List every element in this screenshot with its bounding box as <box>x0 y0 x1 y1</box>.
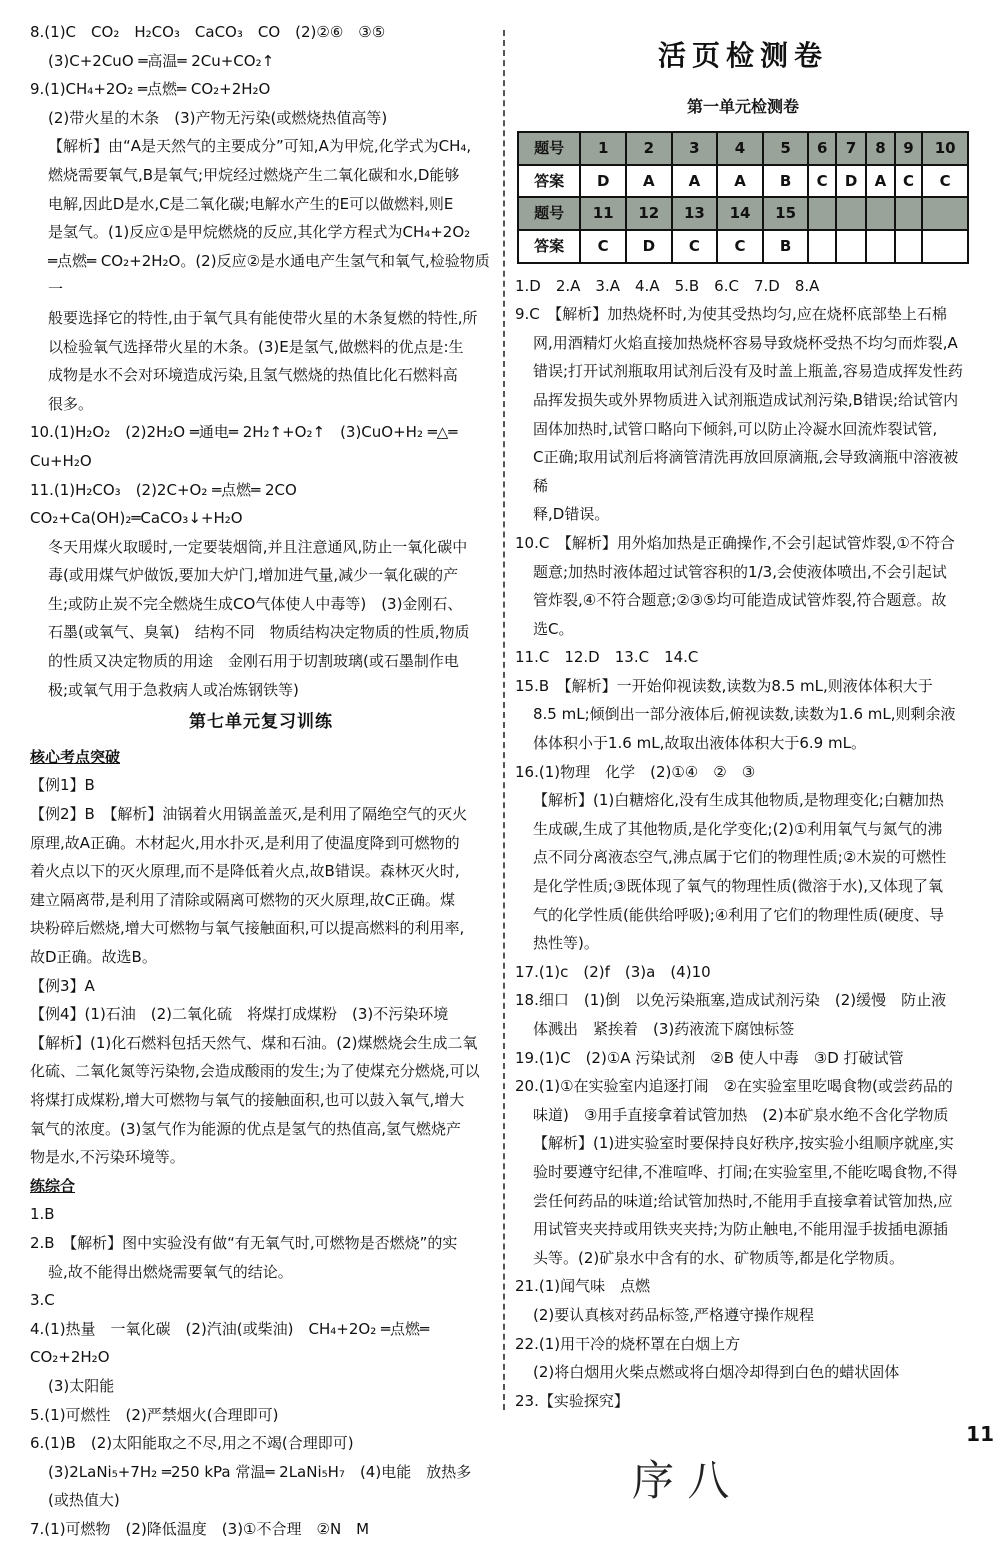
text-line: 验,故不能得出燃烧需要氧气的结论。 <box>48 1262 293 1281</box>
text-line: 燃烧需要氧气,B是氧气;甲烷经过燃烧产生二氧化碳和水,D能够 <box>48 165 460 184</box>
text-line: 氧气的浓度。(3)氢气作为能源的优点是氢气的热值高,氢气燃烧产 <box>30 1119 462 1138</box>
text-line: 15.B 【解析】一开始仰视读数,读数为8.5 mL,则液体体积大于 <box>515 676 933 695</box>
text-line: 物是水,不污染环境等。 <box>30 1148 185 1167</box>
table-cell: B <box>763 165 809 198</box>
text-line: 错误;打开试剂瓶取用试剂后没有及时盖上瓶盖,容易造成挥发性药 <box>533 362 963 381</box>
table-cell: 8 <box>866 132 895 165</box>
text-line: 热性等)。 <box>533 934 599 953</box>
text-line: 冬天用煤火取暖时,一定要装烟筒,并且注意通风,防止一氧化碳中 <box>48 537 468 556</box>
text-line: (3)太阳能 <box>48 1376 115 1395</box>
text-line: 核心考点突破 <box>30 747 121 766</box>
text-line: 20.(1)①在实验室内追逐打闹 ②在实验室里吃喝食物(或尝药品的 <box>515 1077 953 1096</box>
text-line: 化硫、二氧化氮等污染物,会造成酸雨的发生;为了使煤充分燃烧,可以 <box>30 1062 480 1081</box>
table-cell <box>808 230 836 263</box>
text-line: 电解,因此D是水,C是二氧化碳;电解水产生的E可以做燃料,则E <box>48 194 454 213</box>
text-line: 19.(1)C (2)①A 污染试剂 ②B 使人中毒 ③D 打破试管 <box>515 1048 904 1067</box>
text-line: 【解析】(1)白糖熔化,没有生成其他物质,是物理变化;白糖加热 <box>533 791 944 810</box>
unit-title: 第一单元检测卷 <box>686 96 799 116</box>
text-line: 1.D 2.A 3.A 4.A 5.B 6.C 7.D 8.A <box>515 276 820 295</box>
table-cell: C <box>895 165 923 198</box>
text-line: 第七单元复习训练 <box>189 712 333 733</box>
text-line: 8.5 mL;倾倒出一部分液体后,俯视读数,读数为1.6 mL,则剩余液 <box>533 705 956 724</box>
text-line: 头等。(2)矿泉水中含有的水、矿物质等,都是化学物质。 <box>533 1248 905 1267</box>
text-line: 着火点以下的灭火原理,而不是降低着火点,故B错误。森林灭火时, <box>30 862 460 881</box>
table-cell: 2 <box>626 132 672 165</box>
column-divider <box>503 30 505 1410</box>
table-cell: C <box>808 165 836 198</box>
text-line: 【例4】(1)石油 (2)二氧化硫 将煤打成煤粉 (3)不污染环境 <box>30 1005 449 1024</box>
table-cell: 15 <box>763 197 809 230</box>
table-cell: B <box>763 230 809 263</box>
table-cell: 13 <box>672 197 718 230</box>
table-cell <box>836 197 866 230</box>
text-line: 21.(1)闻气味 点燃 <box>515 1277 651 1296</box>
text-line: 22.(1)用干冷的烧杯罩在白烟上方 <box>515 1334 741 1353</box>
text-line: C正确;取用试剂后将滴管清洗再放回原滴瓶,会导致滴瓶中溶液被稀 <box>533 448 959 495</box>
table-cell: 6 <box>808 132 836 165</box>
table-cell <box>808 197 836 230</box>
table-cell: A <box>717 165 763 198</box>
text-line: 生;或防止炭不完全燃烧生成CO气体使人中毒等) (3)金刚石、 <box>48 594 463 613</box>
text-line: 建立隔离带,是利用了清除或隔离可燃物的灭火原理,故C正确。煤 <box>30 890 456 909</box>
table-cell: 题号 <box>518 132 580 165</box>
table-cell: 题号 <box>518 197 580 230</box>
table-cell: D <box>836 165 866 198</box>
text-line: (2)将白烟用火柴点燃或将白烟冷却得到白色的蜡状固体 <box>533 1363 900 1382</box>
text-line: 点不同分离液态空气,沸点属于它们的物理性质;②木炭的可燃性 <box>533 848 947 867</box>
text-line: 以检验氧气选择带火星的木条。(3)E是氢气,做燃料的优点是:生 <box>48 337 464 356</box>
text-line: 很多。 <box>48 394 94 413</box>
text-line: 将煤打成煤粉,增大可燃物与氧气的接触面积,也可以鼓入氧气,增大 <box>30 1090 465 1109</box>
table-cell: D <box>580 165 626 198</box>
text-line: 【解析】由“A是天然气的主要成分”可知,A为甲烷,化学式为CH₄, <box>48 137 472 156</box>
table-cell: 10 <box>922 132 968 165</box>
table-cell: C <box>580 230 626 263</box>
text-line: 1.B <box>30 1205 55 1224</box>
table-cell: A <box>866 165 895 198</box>
table-cell: 答案 <box>518 230 580 263</box>
text-line: 的性质又决定物质的用途 金刚石用于切割玻璃(或石墨制作电 <box>48 652 459 671</box>
text-line: 释,D错误。 <box>533 505 610 524</box>
table-cell <box>922 197 968 230</box>
page-number: 11 <box>966 1422 994 1446</box>
text-line: 【例1】B <box>30 776 95 795</box>
table-cell <box>895 230 923 263</box>
text-line: 是氢气。(1)反应①是甲烷燃烧的反应,其化学方程式为CH₄+2O₂ <box>48 223 471 242</box>
text-line: 23.【实验探究】 <box>515 1391 629 1410</box>
text-line: 【解析】(1)化石燃料包括天然气、煤和石油。(2)煤燃烧会生成二氧 <box>30 1033 478 1052</box>
text-line: ═点燃═ CO₂+2H₂O。(2)反应②是水通电产生氢气和氧气,检验物质一 <box>48 251 490 299</box>
table-cell <box>836 230 866 263</box>
table-row <box>518 132 968 165</box>
table-cell: 1 <box>580 132 626 165</box>
table-cell: 11 <box>580 197 626 230</box>
text-line: 体溅出 紧挨着 (3)药液流下腐蚀标签 <box>533 1020 795 1038</box>
text-line: 【解析】(1)进实验室时要保持良好秩序,按实验小组顺序就座,实 <box>533 1134 954 1153</box>
text-line: 9.C 【解析】加热烧杯时,为使其受热均匀,应在烧杯底部垫上石棉 <box>515 305 947 324</box>
text-line: 8.(1)C CO₂ H₂CO₃ CaCO₃ CO (2)②⑥ ③⑤ <box>30 23 386 41</box>
text-line: 生成碳,生成了其他物质,是化学变化;(2)①利用氧气与氮气的沸 <box>533 819 943 838</box>
table-cell: 4 <box>717 132 763 165</box>
text-line: 成物是水不会对环境造成污染,且氢气燃烧的热值比化石燃料高 <box>48 366 458 385</box>
text-line: 故D正确。故选B。 <box>30 948 157 966</box>
text-line: 7.(1)可燃物 (2)降低温度 (3)①不合理 ②N M <box>30 1519 370 1538</box>
table-cell: D <box>626 230 672 263</box>
table-cell <box>922 230 968 263</box>
text-line: 气的化学性质(能供给呼吸);④利用了它们的物理性质(硬度、导 <box>533 905 945 924</box>
text-line: 18.细口 (1)倒 以免污染瓶塞,造成试剂污染 (2)缓慢 防止液 <box>515 991 947 1010</box>
text-line: 是化学性质;③既体现了氧气的物理性质(微溶于水),又体现了氧 <box>533 877 943 896</box>
text-line: 体体积小于1.6 mL,故取出液体体积大于6.9 mL。 <box>533 734 866 753</box>
text-line: 11.(1)H₂CO₃ (2)2C+O₂ ═点燃═ 2CO CO₂+Ca(OH)₂═CaCO₃↓+H₂O <box>30 480 312 528</box>
table-cell: 3 <box>672 132 718 165</box>
text-line: 验时要遵守纪律,不准喧哗、打闹;在实验室里,不能吃喝食物,不得 <box>533 1162 958 1181</box>
right-column <box>515 18 971 1415</box>
section-heading: 活页检测卷 <box>657 39 828 72</box>
text-line: 6.(1)B (2)太阳能取之不尽,用之不竭(合理即可) <box>30 1434 354 1453</box>
table-cell: C <box>922 165 968 198</box>
text-line: 块粉碎后燃烧,增大可燃物与氧气接触面积,可以提高燃料的利用率, <box>30 919 465 938</box>
text-line: 练综合 <box>30 1176 76 1195</box>
text-line: 【例3】A <box>30 976 95 995</box>
handwritten-note: 序 八 <box>632 1456 730 1505</box>
table-cell: 12 <box>626 197 672 230</box>
text-line: 3.C <box>30 1291 55 1310</box>
text-line: 5.(1)可燃性 (2)严禁烟火(合理即可) <box>30 1405 279 1424</box>
text-line: 9.(1)CH₄+2O₂ ═点燃═ CO₂+2H₂O <box>30 80 271 99</box>
text-line: (2)要认真核对药品标签,严格遵守操作规程 <box>533 1305 815 1324</box>
table-cell: 9 <box>895 132 923 165</box>
text-line: (3)2LaNi₅+7H₂ ═250 kPa 常温═ 2LaNi₅H₇ (4)电能 放热多(或热值大) <box>48 1462 472 1510</box>
text-line: 石墨(或氧气、臭氧) 结构不同 物质结构决定物质的性质,物质 <box>48 623 470 642</box>
text-line: (2)带火星的木条 (3)产物无污染(或燃烧热值高等) <box>48 108 388 127</box>
table-cell: 14 <box>717 197 763 230</box>
table-row <box>518 197 968 230</box>
text-line: 固体加热时,试管口略向下倾斜,可以防止冷凝水回流炸裂试管, <box>533 419 938 438</box>
text-line: 【例2】B 【解析】油锅着火用锅盖盖灭,是利用了隔绝空气的灭火 <box>30 805 468 824</box>
table-cell: A <box>672 165 718 198</box>
text-line: 原理,故A正确。木材起火,用水扑灭,是利用了使温度降到可燃物的 <box>30 833 460 852</box>
text-line: (3)C+2CuO ═高温═ 2Cu+CO₂↑ <box>48 51 275 70</box>
text-line: 2.B 【解析】图中实验没有做“有无氧气时,可燃物是否燃烧”的实 <box>30 1233 458 1252</box>
text-line: 题意;加热时液体超过试管容积的1/3,会使液体喷出,不会引起试 <box>533 562 947 581</box>
table-cell: A <box>626 165 672 198</box>
answer-list <box>515 272 971 1416</box>
left-column <box>30 18 492 1543</box>
table-row <box>518 230 968 263</box>
table-cell: 5 <box>763 132 809 165</box>
text-line: 极;或氧气用于急救病人或冶炼钢铁等) <box>48 680 299 699</box>
text-line: 毒(或用煤气炉做饭,要加大炉门,增加进气量,减少一氧化碳的产 <box>48 566 459 585</box>
text-line: 选C。 <box>533 619 574 638</box>
table-cell: 答案 <box>518 165 580 198</box>
text-line: 10.C 【解析】用外焰加热是正确操作,不会引起试管炸裂,①不符合 <box>515 533 955 552</box>
text-line: 般要选择它的特性,由于氧气具有能使带火星的木条复燃的特性,所 <box>48 308 478 327</box>
table-cell: 7 <box>836 132 866 165</box>
table-cell: C <box>717 230 763 263</box>
text-line: 管炸裂,④不符合题意;②③⑤均可能造成试管炸裂,符合题意。故 <box>533 591 947 610</box>
text-line: 味道) ③用手直接拿着试管加热 (2)本矿泉水绝不含化学物质 <box>533 1105 949 1124</box>
table-cell <box>895 197 923 230</box>
text-line: 4.(1)热量 一氧化碳 (2)汽油(或柴油) CH₄+2O₂ ═点燃═ CO₂+2H₂O <box>30 1319 430 1367</box>
text-line: 10.(1)H₂O₂ (2)2H₂O ═通电═ 2H₂↑+O₂↑ (3)CuO+H₂ ═△═ Cu+H₂O <box>30 423 458 470</box>
text-line: 网,用酒精灯火焰直接加热烧杯容易导致烧杯受热不均匀而炸裂,A <box>533 333 958 352</box>
answer-table <box>517 131 969 263</box>
text-line: 17.(1)c (2)f (3)a (4)10 <box>515 962 711 981</box>
text-line: 11.C 12.D 13.C 14.C <box>515 648 699 667</box>
table-cell <box>866 197 895 230</box>
text-line: 品挥发损失或外界物质进入试剂瓶造成试剂污染,B错误;给试管内 <box>533 390 959 409</box>
text-line: 尝任何药品的味道;给试管加热时,不能用手直接拿着试管加热,应 <box>533 1191 953 1210</box>
table-cell <box>866 230 895 263</box>
text-line: 用试管夹夹持或用铁夹夹持;为防止触电,不能用湿手拔插电源插 <box>533 1220 948 1239</box>
table-row <box>518 165 968 198</box>
text-line: 16.(1)物理 化学 (2)①④ ② ③ <box>515 762 756 781</box>
table-cell: C <box>672 230 718 263</box>
